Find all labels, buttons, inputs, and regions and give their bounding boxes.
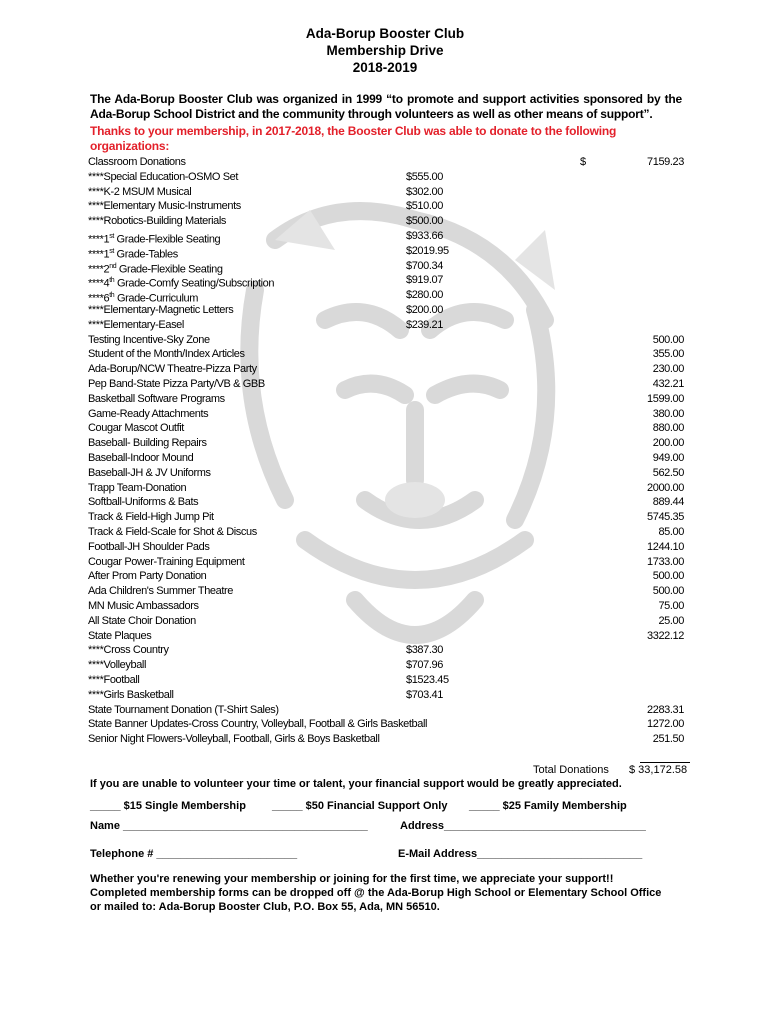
name-field[interactable]: Name ________________________________________: [90, 820, 368, 832]
appeal-text: If you are unable to volunteer your time or talent, your financial support would be greatly appreciated.: [90, 778, 622, 790]
donation-amount: 500.00: [652, 570, 684, 583]
donation-subamount: $703.41: [406, 688, 443, 701]
donation-label: ****Robotics-Building Materials: [88, 215, 227, 228]
donation-row: [88, 658, 684, 673]
donation-row: [88, 614, 684, 629]
donation-row: [88, 688, 684, 703]
total-label: Total Donations: [533, 764, 609, 776]
donation-row: [88, 436, 684, 451]
donation-row: [88, 244, 684, 259]
donation-row: [88, 481, 684, 496]
donation-row: [88, 303, 684, 318]
donation-label: Cougar Power-Training Equipment: [88, 555, 245, 568]
donation-row: [88, 392, 684, 407]
telephone-field[interactable]: Telephone # _______________________: [90, 848, 298, 860]
donation-amount: 1272.00: [647, 718, 684, 731]
donation-subamount: $200.00: [406, 304, 443, 316]
donation-row: [88, 555, 684, 570]
donation-row: [88, 495, 684, 510]
donation-amount: 75.00: [658, 600, 684, 612]
donation-row: [88, 599, 684, 614]
donation-label: Game-Ready Attachments: [88, 407, 209, 420]
donation-label: ****1st Grade-Tables: [88, 247, 178, 261]
address-field[interactable]: Address_________________________________: [400, 820, 646, 832]
donation-row: [88, 214, 684, 229]
donation-label: All State Choir Donation: [88, 614, 196, 627]
donation-row: [88, 421, 684, 436]
donation-amount: 230.00: [652, 363, 684, 376]
donation-label: Basketball Software Programs: [88, 392, 225, 405]
footer-line-3: or mailed to: Ada-Borup Booster Club, P.O. Box 55, Ada, MN 56510.: [90, 901, 440, 913]
donation-label: Trapp Team-Donation: [88, 481, 187, 494]
donation-amount: 380.00: [652, 407, 684, 420]
donation-label: Softball-Uniforms & Bats: [88, 496, 199, 509]
club-title: Ada-Borup Booster Club: [305, 26, 465, 41]
donation-subamount: $280.00: [406, 289, 443, 302]
donation-label: Baseball-Indoor Mound: [88, 452, 194, 464]
year-title: 2018-2019: [352, 60, 418, 75]
donation-row: [88, 347, 684, 362]
donation-label: Ada Children's Summer Theatre: [88, 585, 233, 598]
donation-amount: 1599.00: [647, 392, 684, 405]
donation-label: Cougar Mascot Outfit: [88, 422, 184, 435]
footer-line-1: Whether you're renewing your membership or joining for the first time, we appreciate your support!!: [90, 873, 614, 885]
donation-label: Track & Field-Scale for Shot & Discus: [88, 526, 257, 538]
donation-row: [88, 540, 684, 555]
donation-label: Baseball-JH & JV Uniforms: [88, 466, 211, 479]
donation-row: [88, 273, 684, 291]
donation-row: [88, 377, 684, 392]
footer-note: [90, 872, 690, 914]
donation-row: [88, 451, 684, 466]
donation-label: ****Girls Basketball: [88, 688, 174, 701]
donation-label: Testing Incentive-Sky Zone: [88, 333, 210, 346]
donation-label: State Tournament Donation (T-Shirt Sales): [88, 703, 279, 716]
total-rule: [640, 762, 690, 763]
intro-paragraph: The Ada-Borup Booster Club was organized in 1999 “to promote and support activities sponsored by the Ada-Borup School District and the community through volunteers as well as other means of support”.: [90, 92, 682, 121]
donation-label: ****4th Grade-Comfy Seating/Subscription: [88, 277, 275, 291]
donation-row: [88, 288, 684, 303]
donation-row: [88, 407, 684, 422]
donation-subamount: $387.30: [406, 644, 443, 657]
donation-label: Track & Field-High Jump Pit: [88, 511, 214, 524]
donation-amount: 85.00: [658, 526, 684, 538]
donation-amount: 562.50: [652, 466, 684, 479]
donation-label: Pep Band-State Pizza Party/VB & GBB: [88, 378, 265, 390]
donation-row: [88, 229, 684, 244]
financial-support-option[interactable]: _____ $50 Financial Support Only: [272, 800, 448, 812]
donation-row: [88, 362, 684, 377]
donation-label: ****Elementary-Easel: [88, 318, 184, 331]
thanks-paragraph: Thanks to your membership, in 2017-2018, the Booster Club was able to donate to the following organizations:: [90, 124, 617, 153]
donation-amount: 7159.23: [647, 156, 684, 168]
donation-row: [88, 318, 684, 333]
donation-label: ****K-2 MSUM Musical: [88, 185, 192, 198]
family-membership-option[interactable]: _____ $25 Family Membership: [469, 800, 627, 812]
donation-amount: 2000.00: [647, 481, 684, 494]
donation-label: State Banner Updates-Cross Country, Volleyball, Football & Girls Basketball: [88, 718, 428, 731]
donation-amount: 251.50: [652, 733, 684, 746]
donation-subamount: $239.21: [406, 318, 443, 331]
donation-label: ****Special Education-OSMO Set: [88, 170, 239, 183]
donation-label: ****2nd Grade-Flexible Seating: [88, 262, 223, 276]
donation-amount: 25.00: [658, 614, 684, 627]
donation-label: ****Elementary-Magnetic Letters: [88, 304, 234, 316]
donation-amount: 3322.12: [647, 629, 684, 642]
donation-label: Football-JH Shoulder Pads: [88, 540, 210, 553]
donation-label: Classroom Donations: [88, 156, 186, 168]
donation-row: [88, 673, 684, 688]
donation-amount: 1733.00: [647, 555, 684, 568]
donation-row: [88, 155, 684, 170]
donation-amount: 500.00: [652, 333, 684, 346]
donation-row: [88, 466, 684, 481]
donation-label: ****1st Grade-Flexible Seating: [88, 233, 221, 246]
donation-row: [88, 259, 684, 274]
donation-row: [88, 185, 684, 200]
donation-label: Ada-Borup/NCW Theatre-Pizza Party: [88, 363, 257, 376]
donation-amount: 355.00: [652, 348, 684, 361]
footer-line-2: Completed membership forms can be dropped off @ the Ada-Borup High School or Elementary School Office: [90, 887, 662, 899]
donation-label: MN Music Ambassadors: [88, 600, 199, 612]
donation-amount: 949.00: [652, 452, 684, 464]
donation-amount: 432.21: [652, 378, 684, 390]
donation-subamount: $700.34: [406, 259, 443, 272]
donation-row: [88, 333, 684, 348]
donation-label: Baseball- Building Repairs: [88, 437, 207, 450]
donation-row: [88, 703, 684, 718]
single-membership-option[interactable]: _____ $15 Single Membership: [90, 800, 246, 812]
donation-row: [88, 569, 684, 584]
donation-row: [88, 199, 684, 214]
donation-label: ****Elementary Music-Instruments: [88, 200, 241, 213]
donation-amount: 880.00: [652, 422, 684, 435]
donation-label: ****Cross Country: [88, 644, 169, 657]
donation-amount: 2283.31: [647, 703, 684, 716]
donation-row: [88, 170, 684, 185]
donation-label: Senior Night Flowers-Volleyball, Football, Girls & Boys Basketball: [88, 733, 380, 746]
donation-row: [88, 732, 684, 747]
donation-subamount: $2019.95: [406, 244, 449, 257]
drive-title: Membership Drive: [326, 43, 444, 58]
donation-subamount: $933.66: [406, 230, 443, 242]
donation-row: [88, 717, 684, 732]
donation-subamount: $1523.45: [406, 674, 449, 686]
donation-amount: 889.44: [652, 496, 684, 509]
donation-amount: 200.00: [652, 437, 684, 450]
donation-label: ****Football: [88, 674, 140, 686]
total-value: $ 33,172.58: [629, 764, 688, 776]
donation-row: [88, 584, 684, 599]
donation-label: ****Volleyball: [88, 659, 146, 672]
currency-symbol: $: [580, 156, 586, 168]
donation-row: [88, 525, 684, 540]
donation-row: [88, 629, 684, 644]
donation-subamount: $555.00: [406, 170, 443, 183]
donation-subamount: $302.00: [406, 185, 443, 198]
donation-label: ****6th Grade-Curriculum: [88, 292, 198, 305]
donation-label: After Prom Party Donation: [88, 570, 207, 583]
donation-label: Student of the Month/Index Articles: [88, 348, 245, 361]
donation-amount: 500.00: [652, 585, 684, 598]
donation-label: State Plaques: [88, 629, 152, 642]
email-field[interactable]: E-Mail Address___________________________: [398, 848, 643, 860]
donation-amount: 1244.10: [647, 540, 684, 553]
donation-subamount: $510.00: [406, 200, 443, 213]
donation-subamount: $500.00: [406, 215, 443, 228]
donation-row: [88, 643, 684, 658]
donation-subamount: $707.96: [406, 659, 443, 672]
donation-subamount: $919.07: [406, 274, 443, 287]
donation-row: [88, 510, 684, 525]
donation-amount: 5745.35: [647, 511, 684, 524]
